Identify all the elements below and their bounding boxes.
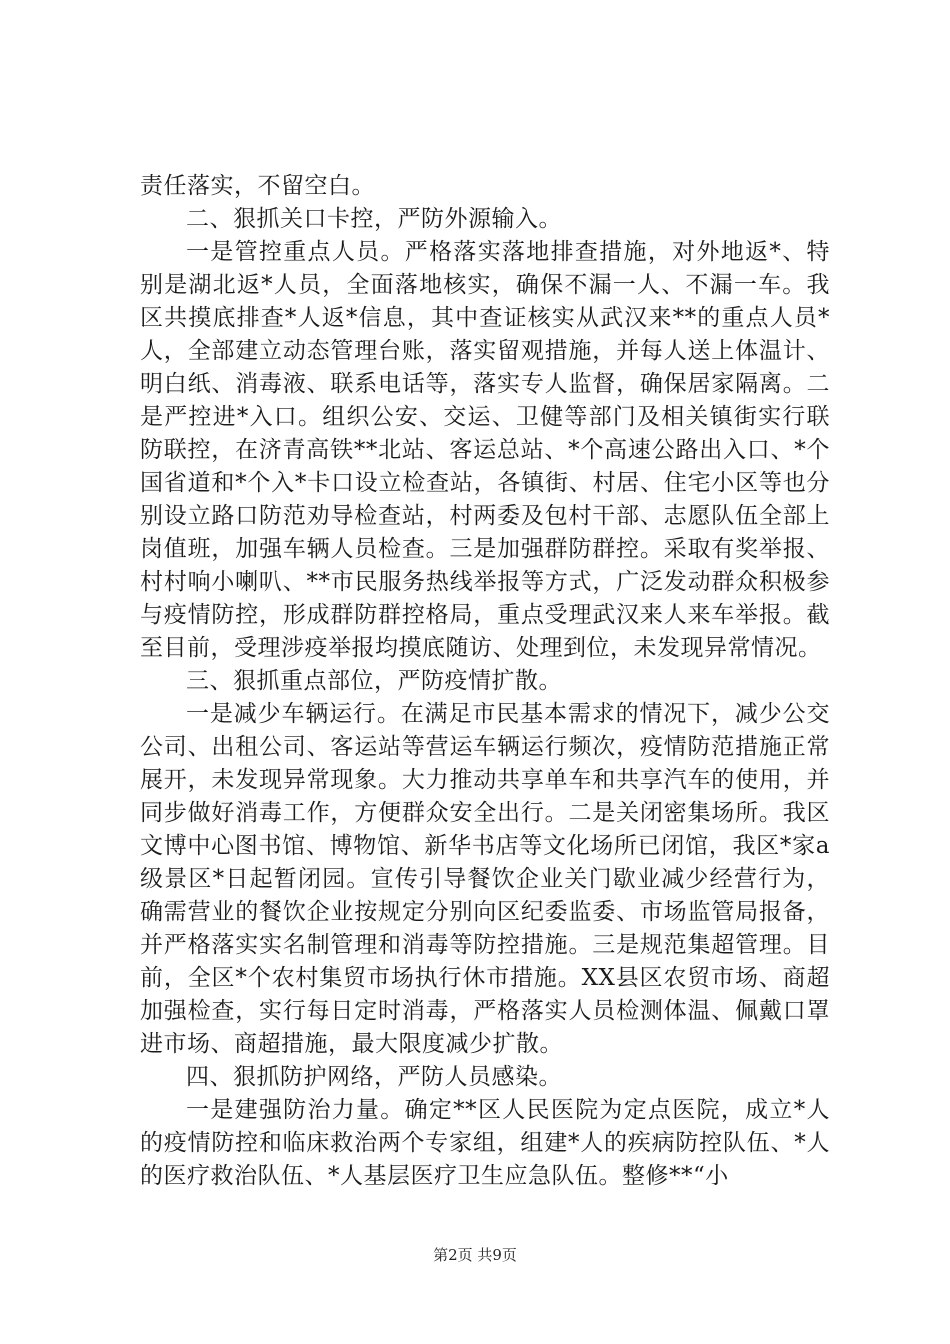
section-heading: 二、狠抓关口卡控，严防外源输入。	[186, 206, 562, 232]
paragraph: 一是建强防治力量。确定**区人民医院为定点医院，成立*人的疫情防控和临床救治两个专家组，组建*人的疾病防控队伍、*人的医疗救治队伍、*人基层医疗卫生应急队伍。整修**“小	[140, 1097, 830, 1189]
section-heading: 四、狠抓防护网络，严防人员感染。	[186, 1064, 562, 1090]
paragraph: 责任落实，不留空白。	[140, 173, 375, 199]
document-body	[140, 170, 830, 1193]
paragraph: 一是减少车辆运行。在满足市民基本需求的情况下，减少公交公司、出租公司、客运站等营运车辆运行频次，疫情防范措施正常展开，未发现异常现象。大力推动共享单车和共享汽车的使用，并同步做好消毒工作，方便群众安全出行。二是关闭密集场所。我区文博中心图书馆、博物馆、新华书店等文化场所已闭馆，我区*家a级景区*日起暂闭园。宣传引导餐饮企业关门歇业减少经营行为，确需营业的餐饮企业按规定分别向区纪委监委、市场监管局报备，并严格落实实名制管理和消毒等防控措施。三是规范集超管理。目前，全区*个农村集贸市场执行休市措施。XX县区农贸市场、商超加强检查，实行每日定时消毒，严格落实人员检测体温、佩戴口罩进市场、商超措施，最大限度减少扩散。	[140, 701, 830, 1057]
section-heading: 三、狠抓重点部位，严防疫情扩散。	[186, 668, 562, 694]
paragraph: 一是管控重点人员。严格落实落地排查措施，对外地返*、特别是湖北返*人员，全面落地核实，确保不漏一人、不漏一车。我区共摸底排查*人返*信息，其中查证核实从武汉来**的重点人员*人，全部建立动态管理台账，落实留观措施，并每人送上体温计、明白纸、消毒液、联系电话等，落实专人监督，确保居家隔离。二是严控进*入口。组织公安、交运、卫健等部门及相关镇街实行联防联控，在济青高铁**北站、客运总站、*个高速公路出入口、*个国省道和*个入*卡口设立检查站，各镇街、村居、住宅小区等也分别设立路口防范劝导检查站，村两委及包村干部、志愿队伍全部上岗值班，加强车辆人员检查。三是加强群防群控。采取有奖举报、村村响小喇叭、**市民服务热线举报等方式，广泛发动群众积极参与疫情防控，形成群防群控格局，重点受理武汉来人来车举报。截至目前，受理涉疫举报均摸底随访、处理到位，未发现异常情况。	[140, 239, 830, 661]
page-number-footer: 第2页 共9页	[433, 1246, 517, 1264]
